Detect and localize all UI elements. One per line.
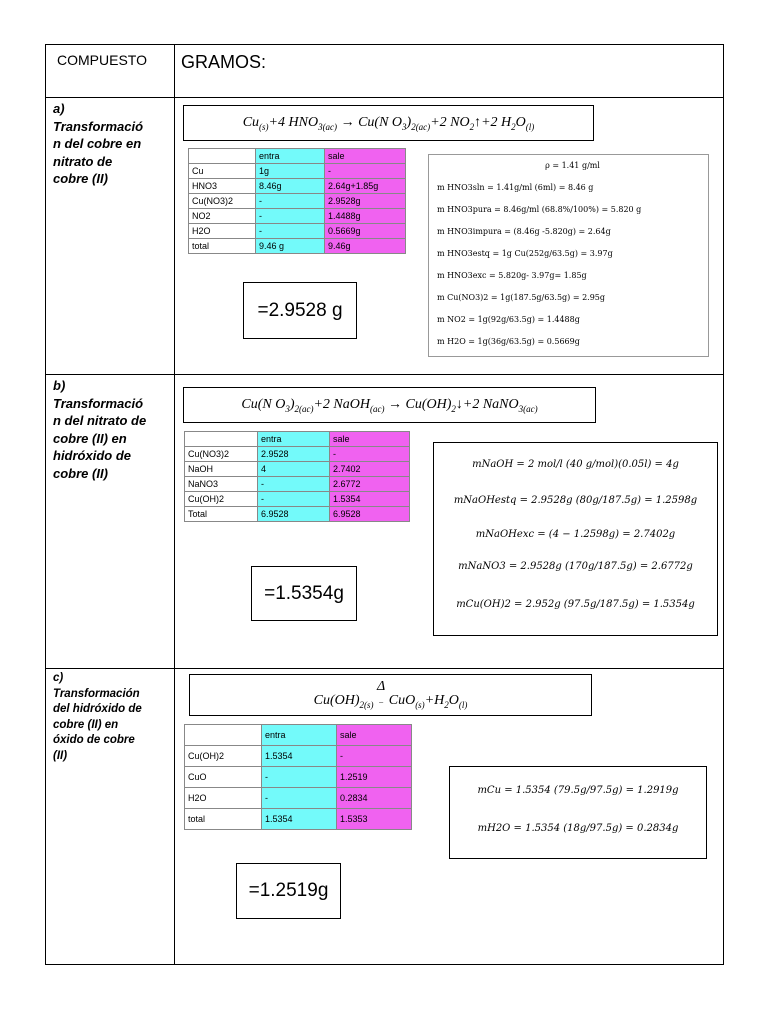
table-cell: 1.2519: [337, 767, 412, 788]
equation-c-text: $Cu(OH)_{2(s)}$ Δ – $CuO_{(s)}+H_2O_{(l)}$: [313, 679, 468, 710]
table-cell: Cu(OH)2: [185, 492, 258, 507]
table-cell: 8.46g: [256, 179, 325, 194]
table-row: [189, 224, 406, 239]
header-compuesto: COMPUESTO: [57, 52, 147, 68]
equation-b-text: Cu(N $O_3)_{2(ac)}+2$ NaOH$_{(ac)}$ → $Cu(OH)_2↓+2$ NaNO$_{3(ac)}$: [241, 396, 538, 414]
calc-line: m NO2 = 1g(92g/63.5g) = 1.4488g: [437, 315, 580, 324]
table-cell: entra: [256, 149, 325, 164]
section-a-equation: [183, 105, 594, 141]
table-cell: 2.64g+1.85g: [325, 179, 406, 194]
table-row: [185, 492, 410, 507]
table-cell: sale: [330, 432, 410, 447]
calc-line: mCu = 1.5354 (79.5g/97.5g) = 1.2919g: [477, 785, 679, 796]
table-cell: HNO3: [189, 179, 256, 194]
section-a-label: a) Transformació n del cobre en nitrato de cobre (II): [53, 101, 144, 187]
calc-line: mNaOHexc = (4 − 1.2598g) = 2.7402g: [475, 529, 676, 540]
table-cell: NO2: [189, 209, 256, 224]
table-cell: -: [256, 209, 325, 224]
table-row: [189, 149, 406, 164]
table-cell: 1.5353: [337, 809, 412, 830]
table-cell: H2O: [189, 224, 256, 239]
table-cell: 1.4488g: [325, 209, 406, 224]
table-cell: 0.2834: [337, 788, 412, 809]
table-cell: Total: [185, 507, 258, 522]
table-row: [185, 432, 410, 447]
table-row: [185, 447, 410, 462]
table-cell: -: [256, 224, 325, 239]
header-gramos: GRAMOS:: [181, 52, 267, 72]
section-b-calc-box: [433, 442, 718, 636]
table-cell: 9.46g: [325, 239, 406, 254]
table-row: [189, 194, 406, 209]
table-row: [189, 164, 406, 179]
section-c-label: c) Transformación del hidróxido de cobre (II) en óxido de cobre (II): [53, 672, 142, 762]
table-cell: 2.6772: [330, 477, 410, 492]
calc-line: mNaOHestq = 2.9528g (80g/187.5g) = 1.2598g: [453, 495, 698, 506]
table-cell: total: [189, 239, 256, 254]
calc-line: m HNO3pura = 8.46g/ml (68.8%/100%) = 5.820 g: [437, 205, 642, 214]
calc-line: mH2O = 1.5354 (18g/97.5g) = 0.2834g: [477, 823, 679, 834]
table-row: [189, 239, 406, 254]
table-cell: H2O: [185, 788, 262, 809]
table-row: [185, 809, 412, 830]
table-cell: sale: [337, 725, 412, 746]
calc-line: m HNO3sln = 1.41g/ml (6ml) = 8.46 g: [437, 183, 594, 192]
calc-line: mNaOH = 2 mol/l (40 g/mol)(0.05l) = 4g: [472, 459, 679, 470]
calc-line: m HNO3impura = (8.46g -5.820g) = 2.64g: [437, 227, 611, 236]
table-cell: total: [185, 809, 262, 830]
table-cell: entra: [262, 725, 337, 746]
table-cell: -: [325, 164, 406, 179]
table-cell: -: [330, 447, 410, 462]
section-c-equation: [189, 674, 592, 716]
table-cell: 1.5354: [262, 809, 337, 830]
equation-a-text: $Cu_{(s)}+4$ $HNO_{3(ac)} \to Cu(N$ $O_3)_{2(ac)}+2$ $NO_2↑+2$ $H_2O_{(l)}$: [242, 114, 535, 132]
table-cell: 1.5354: [262, 746, 337, 767]
table-cell: 6.9528: [258, 507, 330, 522]
table-cell: 1g: [256, 164, 325, 179]
table-cell: 4: [258, 462, 330, 477]
section-b-label: b) Transformació n del nitrato de cobre (II) en hidróxido de cobre (II): [53, 378, 147, 481]
table-cell: entra: [258, 432, 330, 447]
table-row: [185, 477, 410, 492]
calc-line: m HNO3exc = 5.820g- 3.97g= 1.85g: [437, 271, 587, 280]
table-cell: [185, 725, 262, 746]
section-b-result: =1.5354g: [251, 566, 357, 621]
table-cell: 2.9528: [258, 447, 330, 462]
table-cell: NaOH: [185, 462, 258, 477]
table-cell: Cu(OH)2: [185, 746, 262, 767]
calc-line: m Cu(NO3)2 = 1g(187.5g/63.5g) = 2.95g: [437, 293, 605, 302]
section-b-table: [184, 431, 410, 522]
section-c-table: [184, 724, 412, 830]
table-row: [185, 462, 410, 477]
table-row: [189, 179, 406, 194]
calc-line: m HNO3estq = 1g Cu(252g/63.5g) = 3.97g: [437, 249, 613, 258]
table-row: [185, 746, 412, 767]
table-cell: NaNO3: [185, 477, 258, 492]
table-cell: -: [262, 788, 337, 809]
table-cell: -: [256, 194, 325, 209]
table-cell: 0.5669g: [325, 224, 406, 239]
table-cell: -: [258, 492, 330, 507]
table-cell: 9.46 g: [256, 239, 325, 254]
section-b-equation: [183, 387, 596, 423]
table-cell: [189, 149, 256, 164]
calc-line: ρ = 1.41 g/ml: [545, 161, 600, 170]
table-cell: 1.5354: [330, 492, 410, 507]
table-cell: [185, 432, 258, 447]
table-cell: -: [262, 767, 337, 788]
table-row: [185, 788, 412, 809]
section-c-calc-box: [449, 766, 707, 859]
table-row: [185, 767, 412, 788]
table-cell: -: [337, 746, 412, 767]
table-row: [185, 507, 410, 522]
table-cell: sale: [325, 149, 406, 164]
table-cell: Cu: [189, 164, 256, 179]
calc-line: mCu(OH)2 = 2.952g (97.5g/187.5g) = 1.5354g: [456, 599, 695, 610]
section-a-calc-box: [428, 154, 709, 357]
table-cell: -: [258, 477, 330, 492]
table-row: [189, 209, 406, 224]
table-row: [185, 725, 412, 746]
table-cell: 2.9528g: [325, 194, 406, 209]
table-cell: Cu(NO3)2: [185, 447, 258, 462]
calc-line: mNaNO3 = 2.9528g (170g/187.5g) = 2.6772g: [458, 561, 693, 572]
section-a-table: [188, 148, 406, 254]
table-cell: 2.7402: [330, 462, 410, 477]
section-a-result: =2.9528 g: [243, 282, 357, 339]
section-c-result: =1.2519g: [236, 863, 341, 919]
table-cell: Cu(NO3)2: [189, 194, 256, 209]
table-cell: 6.9528: [330, 507, 410, 522]
table-cell: CuO: [185, 767, 262, 788]
calc-line: m H2O = 1g(36g/63.5g) = 0.5669g: [437, 337, 580, 346]
